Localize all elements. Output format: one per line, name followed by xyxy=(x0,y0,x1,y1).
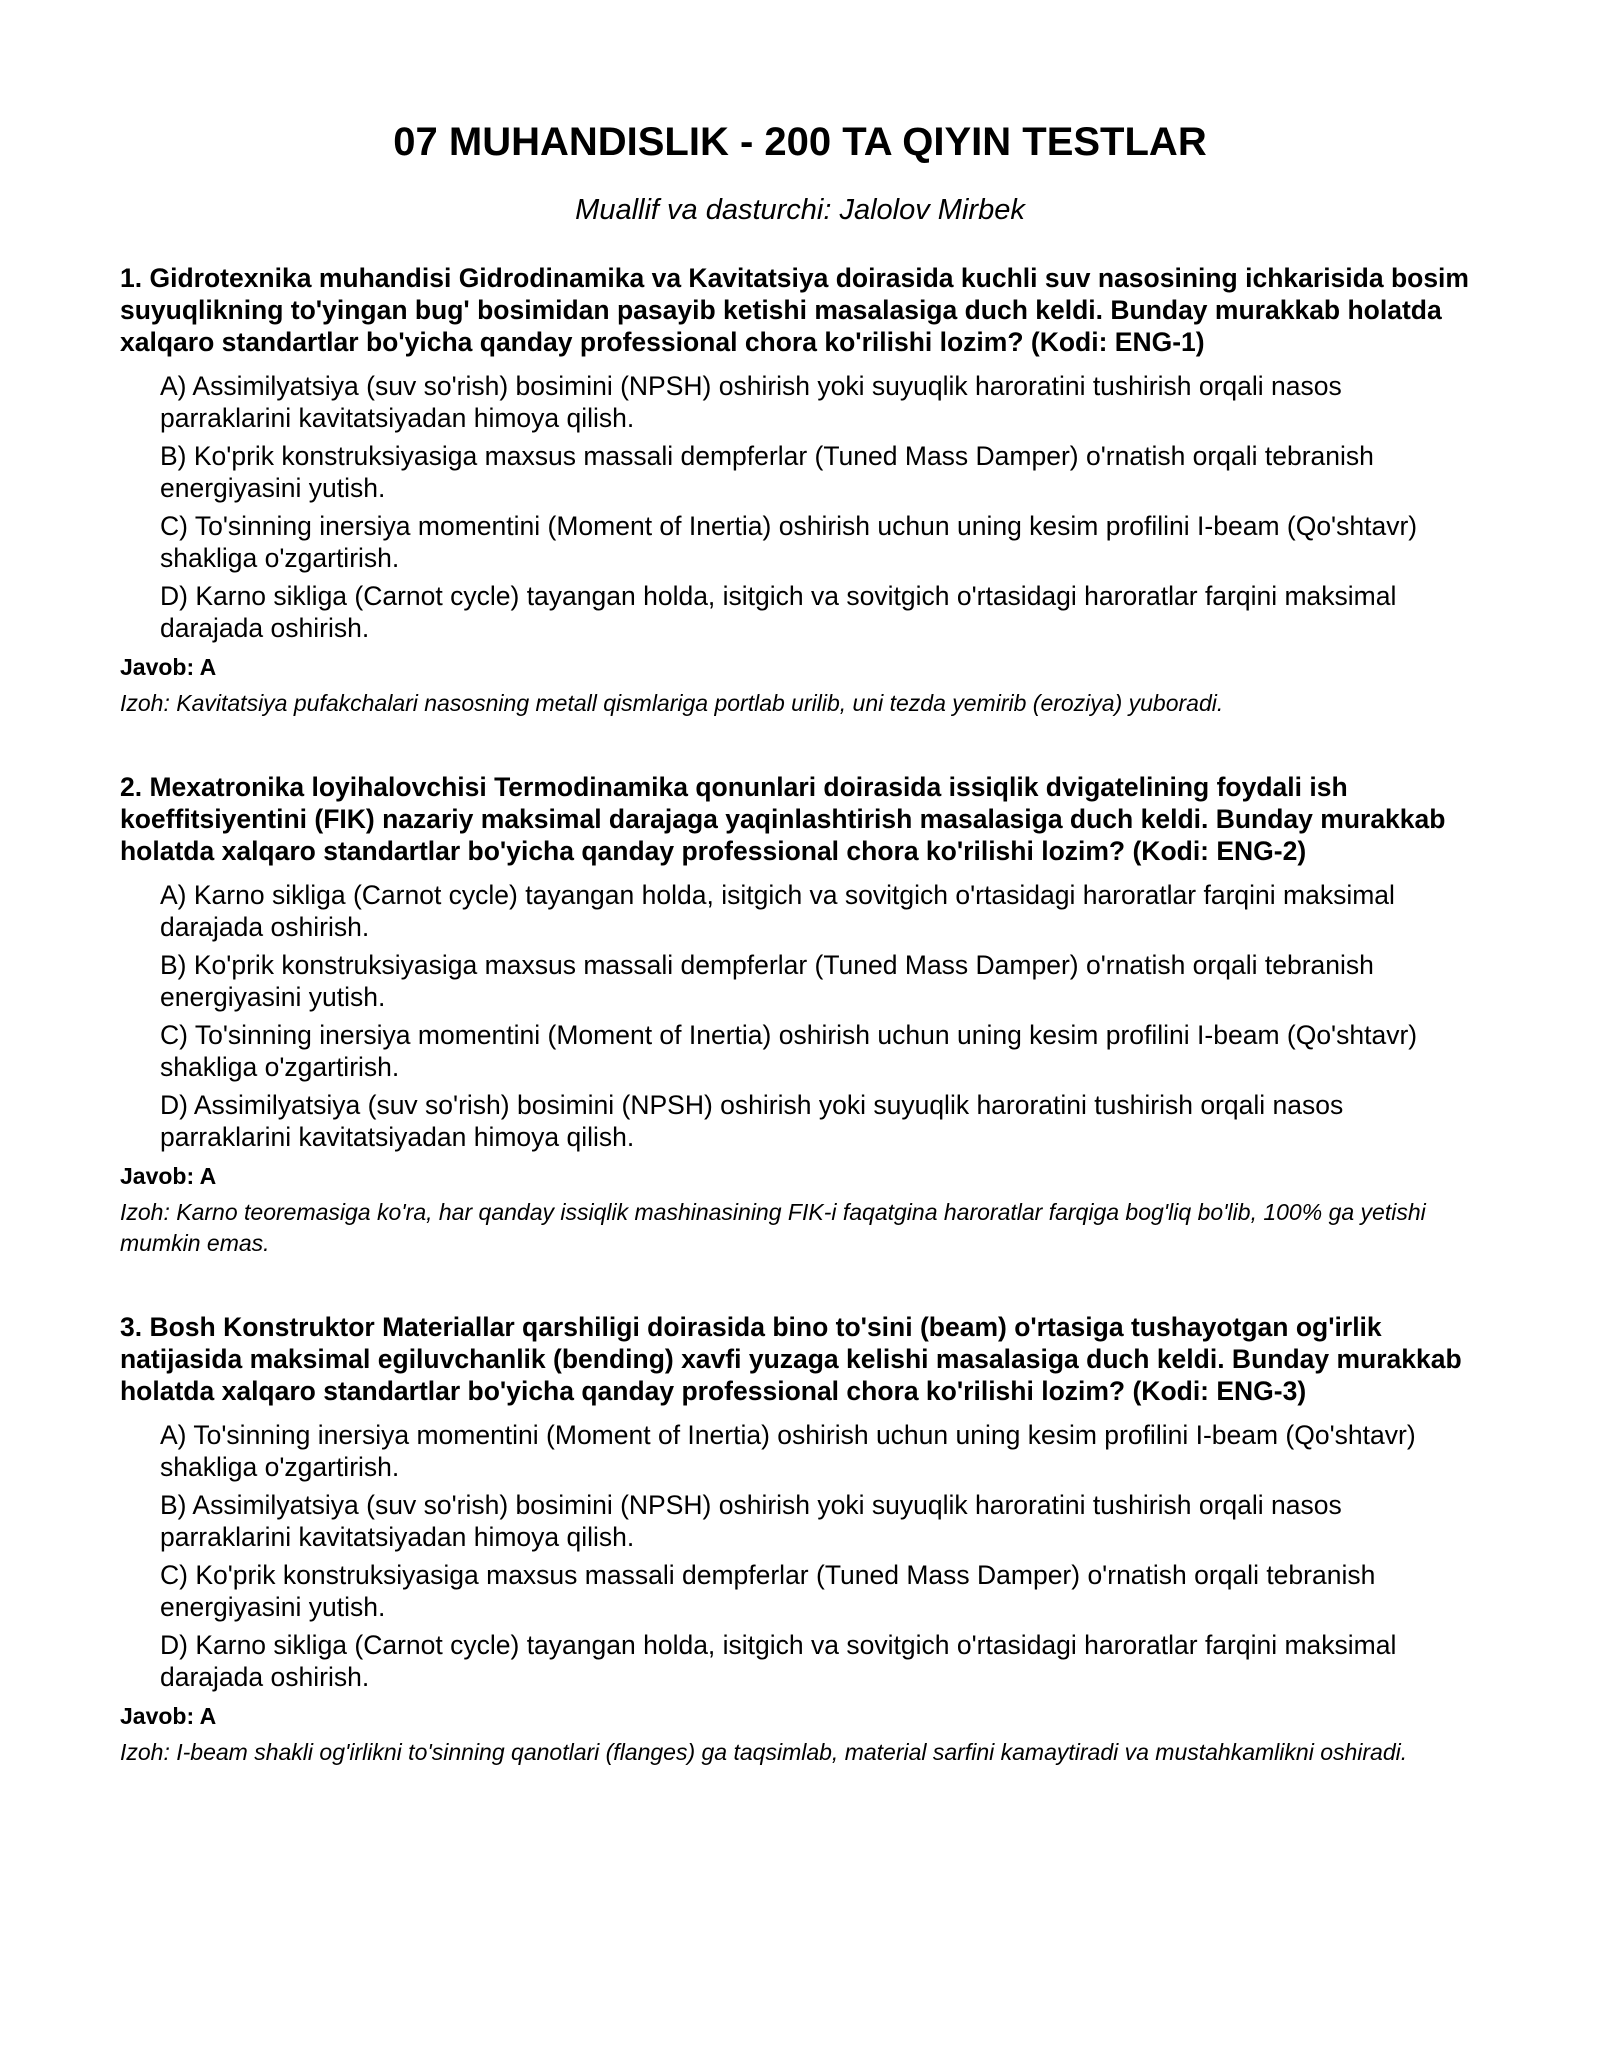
option-b: B) Ko'prik konstruksiyasiga maxsus massali dempferlar (Tuned Mass Damper) o'rnatish orqali tebranish energiyasini yutish. xyxy=(160,950,1374,1012)
question-2 xyxy=(120,771,1480,1259)
option-a: A) Karno sikliga (Carnot cycle) tayangan holda, isitgich va sovitgich o'rtasidagi haroratlar farqini maksimal darajada oshirish. xyxy=(160,880,1395,942)
explanation-text: Izoh: I-beam shakli og'irlikni to'sinning qanotlari (flanges) ga taqsimlab, material sarfini kamaytiradi va mustahkamlikni oshiradi. xyxy=(120,1739,1408,1765)
answer-label: Javob: A xyxy=(120,1703,217,1729)
option-c: C) To'sinning inersiya momentini (Moment of Inertia) oshirish uchun uning kesim profilini I-beam (Qo'shtavr) shakliga o'zgartirish. xyxy=(160,511,1418,573)
option-list xyxy=(120,879,1480,1153)
document-author: Muallif va dasturchi: Jalolov Mirbek xyxy=(575,194,1025,226)
option-list xyxy=(120,1419,1480,1693)
answer-label: Javob: A xyxy=(120,654,217,680)
option-c: C) To'sinning inersiya momentini (Moment of Inertia) oshirish uchun uning kesim profilini I-beam (Qo'shtavr) shakliga o'zgartirish. xyxy=(160,1020,1418,1082)
option-list xyxy=(120,370,1480,644)
option-b: B) Ko'prik konstruksiyasiga maxsus massali dempferlar (Tuned Mass Damper) o'rnatish orqali tebranish energiyasini yutish. xyxy=(160,441,1374,503)
question-1 xyxy=(120,262,1480,719)
question-text: 2. Mexatronika loyihalovchisi Termodinamika qonunlari doirasida issiqlik dvigatelining foydali ish koeffitsiyentini (FIK) nazariy maksimal darajaga yaqinlashtirish masalasiga duch keldi. Bunday murakkab holatda xalqaro standartlar bo'yicha qanday professional chora ko'rilishi lozim? (Kodi: ENG-2) xyxy=(120,772,1446,866)
option-c: C) Ko'prik konstruksiyasiga maxsus massali dempferlar (Tuned Mass Damper) o'rnatish orqali tebranish energiyasini yutish. xyxy=(160,1560,1376,1622)
document-page xyxy=(120,118,1480,1820)
question-text: 3. Bosh Konstruktor Materiallar qarshiligi doirasida bino to'sini (beam) o'rtasiga tushayotgan og'irlik natijasida maksimal egiluvchanlik (bending) xavfi yuzaga kelishi masalasiga duch keldi. Bunday murakkab holatda xalqaro standartlar bo'yicha qanday professional chora ko'rilishi lozim? (Kodi: ENG-3) xyxy=(120,1312,1462,1406)
question-list xyxy=(120,262,1480,1768)
document-title: 07 MUHANDISLIK - 200 TA QIYIN TESTLAR xyxy=(393,120,1207,164)
option-a: A) To'sinning inersiya momentini (Moment of Inertia) oshirish uchun uning kesim profilini I-beam (Qo'shtavr) shakliga o'zgartirish. xyxy=(160,1420,1416,1482)
option-b: B) Assimilyatsiya (suv so'rish) bosimini (NPSH) oshirish yoki suyuqlik haroratini tushirish orqali nasos parraklarini kavitatsiyadan himoya qilish. xyxy=(160,1490,1342,1552)
question-3 xyxy=(120,1311,1480,1768)
option-d: D) Karno sikliga (Carnot cycle) tayangan holda, isitgich va sovitgich o'rtasidagi haroratlar farqini maksimal darajada oshirish. xyxy=(160,581,1397,643)
option-d: D) Karno sikliga (Carnot cycle) tayangan holda, isitgich va sovitgich o'rtasidagi haroratlar farqini maksimal darajada oshirish. xyxy=(160,1630,1397,1692)
explanation-text: Izoh: Karno teoremasiga ko'ra, har qanday issiqlik mashinasining FIK-i faqatgina haroratlar farqiga bog'liq bo'lib, 100% ga yetishi mumkin emas. xyxy=(120,1199,1426,1256)
option-d: D) Assimilyatsiya (suv so'rish) bosimini (NPSH) oshirish yoki suyuqlik haroratini tushirish orqali nasos parraklarini kavitatsiyadan himoya qilish. xyxy=(160,1090,1344,1152)
explanation-text: Izoh: Kavitatsiya pufakchalari nasosning metall qismlariga portlab urilib, uni tezda yemirib (eroziya) yuboradi. xyxy=(120,690,1224,716)
question-text: 1. Gidrotexnika muhandisi Gidrodinamika va Kavitatsiya doirasida kuchli suv nasosining ichkarisida bosim suyuqlikning to'yingan bug' bosimidan pasayib ketishi masalasiga duch keldi. Bunday murakkab holatda xalqaro standartlar bo'yicha qanday professional chora ko'rilishi lozim? (Kodi: ENG-1) xyxy=(120,263,1469,357)
option-a: A) Assimilyatsiya (suv so'rish) bosimini (NPSH) oshirish yoki suyuqlik haroratini tushirish orqali nasos parraklarini kavitatsiyadan himoya qilish. xyxy=(160,371,1342,433)
answer-label: Javob: A xyxy=(120,1163,217,1189)
